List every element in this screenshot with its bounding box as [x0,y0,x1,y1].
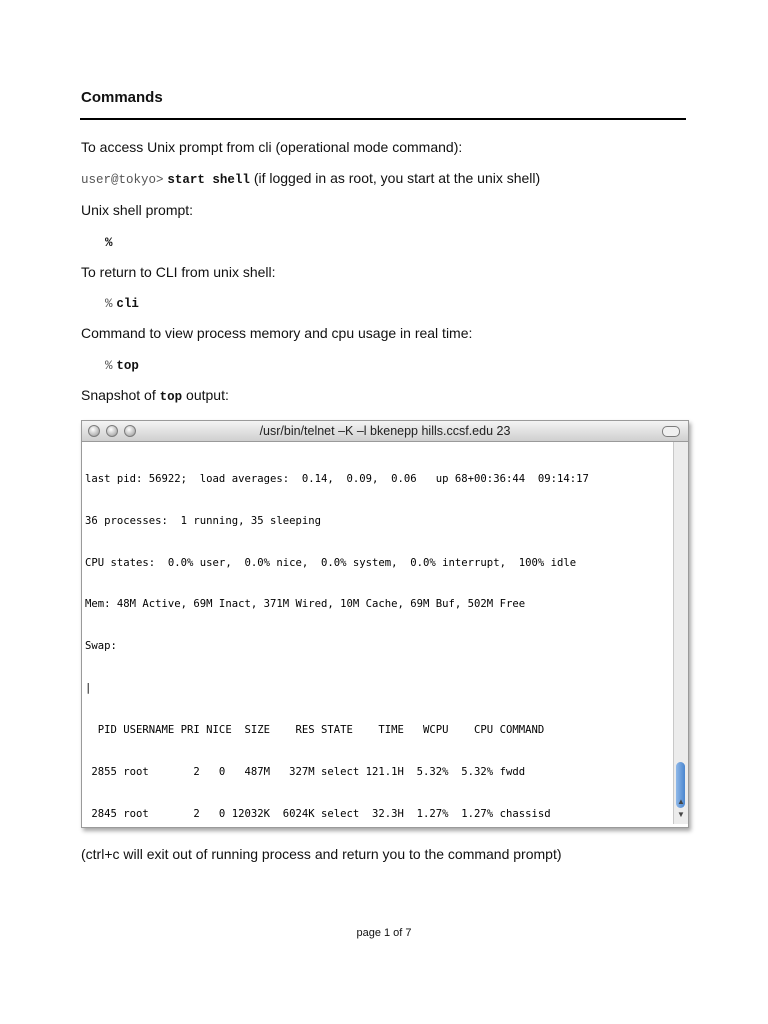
top-header-line-1: last pid: 56922; load averages: 0.14, 0.09, 0.06 up 68+00:36:44 09:14:17 [85,472,589,485]
view-command-line [105,356,139,373]
view-label: Command to view process memory and cpu usage in real time: [81,325,473,341]
snapshot-after: output: [186,387,229,403]
return-prompt: % [105,297,113,311]
page-number: page 1 of 7 [356,927,412,939]
shell-prompt-label: Unix shell prompt: [81,202,194,218]
toolbar-pill-icon[interactable] [662,426,680,437]
cli-prompt: user@tokyo> [81,173,164,187]
view-command: top [116,359,139,373]
terminal-screen[interactable] [85,445,672,824]
intro-text: To access Unix prompt from cli (operational mode command): [81,139,463,155]
cli-command: start shell [167,173,250,187]
process-table-header: PID USERNAME PRI NICE SIZE RES STATE TIME WCPU CPU COMMAND [85,724,545,737]
return-command-line [105,294,139,311]
return-label: To return to CLI from unix shell: [81,264,276,280]
top-header-line-2: 36 processes: 1 running, 35 sleeping [85,514,321,527]
cli-note: (if logged in as root, you start at the unix shell) [253,170,541,186]
shell-prompt-symbol [105,233,113,250]
terminal-title: /usr/bin/telnet –K –l bkenepp hills.ccsf.edu 23 [259,424,511,438]
return-command: cli [116,297,139,311]
process-row: 2845 root 2 0 12032K 6024K select 32.3H 1.27% 1.27% chassisd [85,807,551,820]
shell-prompt-text: % [105,236,113,250]
view-prompt: % [105,359,113,373]
section-heading: Commands [81,89,163,106]
snapshot-command: top [159,390,183,404]
snapshot-before: Snapshot of [81,387,156,403]
process-row: 2855 root 2 0 487M 327M select 121.1H 5.32% 5.32% fwdd [85,765,526,778]
terminal-titlebar[interactable] [82,421,688,442]
top-header-line-4: Mem: 48M Active, 69M Inact, 371M Wired, 10M Cache, 69M Buf, 502M Free [85,598,526,611]
arrow-up-icon[interactable]: ▲ [677,797,685,806]
cli-command-line [81,170,540,187]
top-header-line-3: CPU states: 0.0% user, 0.0% nice, 0.0% system, 0.0% interrupt, 100% idle [85,556,577,569]
terminal-scrollbar[interactable] [673,442,688,824]
snapshot-label [81,387,229,404]
terminal-cursor: | [85,682,92,695]
arrow-down-icon[interactable]: ▼ [677,810,685,819]
terminal-window [81,420,689,828]
ctrl-c-note: (ctrl+c will exit out of running process and return you to the command prompt) [81,846,562,862]
heading-rule [80,118,686,120]
top-header-line-5: Swap: [85,640,117,653]
